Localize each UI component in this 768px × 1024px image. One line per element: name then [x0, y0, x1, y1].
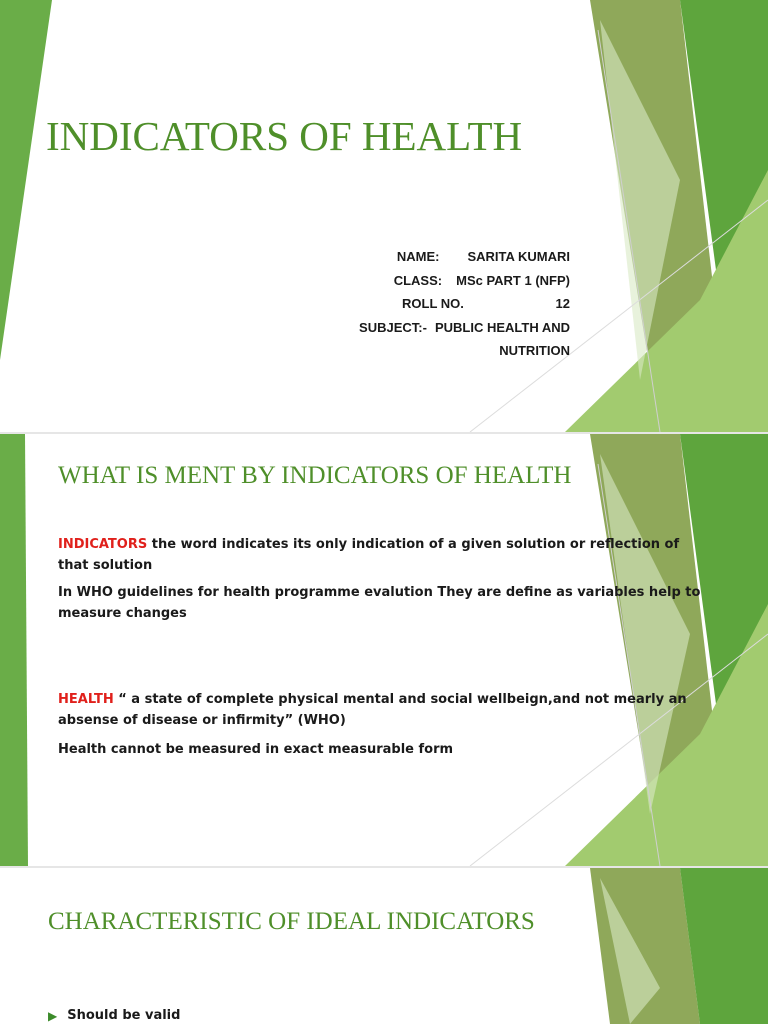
health-keyword: HEALTH — [58, 692, 114, 707]
info-row-name — [372, 245, 570, 269]
slide-decoration — [0, 0, 768, 432]
info-value: NUTRITION — [499, 343, 570, 359]
info-value: PUBLIC HEALTH AND — [434, 319, 570, 335]
left-green-shape — [0, 0, 52, 360]
info-value: 12 — [555, 296, 570, 312]
info-label: CLASS: — [393, 272, 443, 288]
measurement-note: Health cannot be measured in exact measurable form — [58, 742, 454, 757]
slide-title: CHARACTERISTIC OF IDEAL INDICATORS — [48, 908, 535, 935]
bullet-text: Should be valid — [67, 1008, 181, 1023]
triangle-bullet-icon: ▶ — [48, 1008, 58, 1023]
indicators-keyword: INDICATORS — [58, 537, 148, 552]
slide-title: WHAT IS MENT BY INDICATORS OF HEALTH — [58, 462, 572, 489]
info-label: NAME: — [396, 249, 440, 265]
info-row-subject — [359, 316, 570, 340]
list-item — [48, 1008, 180, 1023]
health-text: “ a state of complete physical mental and social wellbeign,and not mearly an absense of disease or infirmity” (WHO) — [58, 692, 687, 728]
indicators-definition — [58, 534, 708, 576]
definition-slide — [0, 434, 768, 866]
slide-decoration — [0, 434, 768, 866]
info-label: ROLL NO. — [402, 296, 464, 312]
who-guideline-text: In WHO guidelines for health programme evalution They are define as variables help to measure changes — [58, 585, 701, 621]
title-slide — [0, 0, 768, 432]
info-value: SARITA KUMARI — [467, 249, 570, 265]
indicators-text: the word indicates its only indication of a given solution or reflection of that solution — [58, 537, 680, 573]
info-row-class — [372, 269, 570, 293]
left-green-shape — [0, 434, 28, 866]
info-value: MSc PART 1 (NFP) — [456, 272, 570, 288]
characteristics-slide — [0, 868, 768, 1024]
info-row-subject-cont — [372, 339, 570, 363]
health-definition — [58, 689, 708, 731]
info-row-roll — [372, 292, 570, 316]
slide-decoration — [0, 868, 768, 1024]
slide-title: INDICATORS OF HEALTH — [46, 113, 523, 159]
presenter-info — [359, 245, 570, 363]
info-label: SUBJECT:- — [359, 319, 427, 335]
